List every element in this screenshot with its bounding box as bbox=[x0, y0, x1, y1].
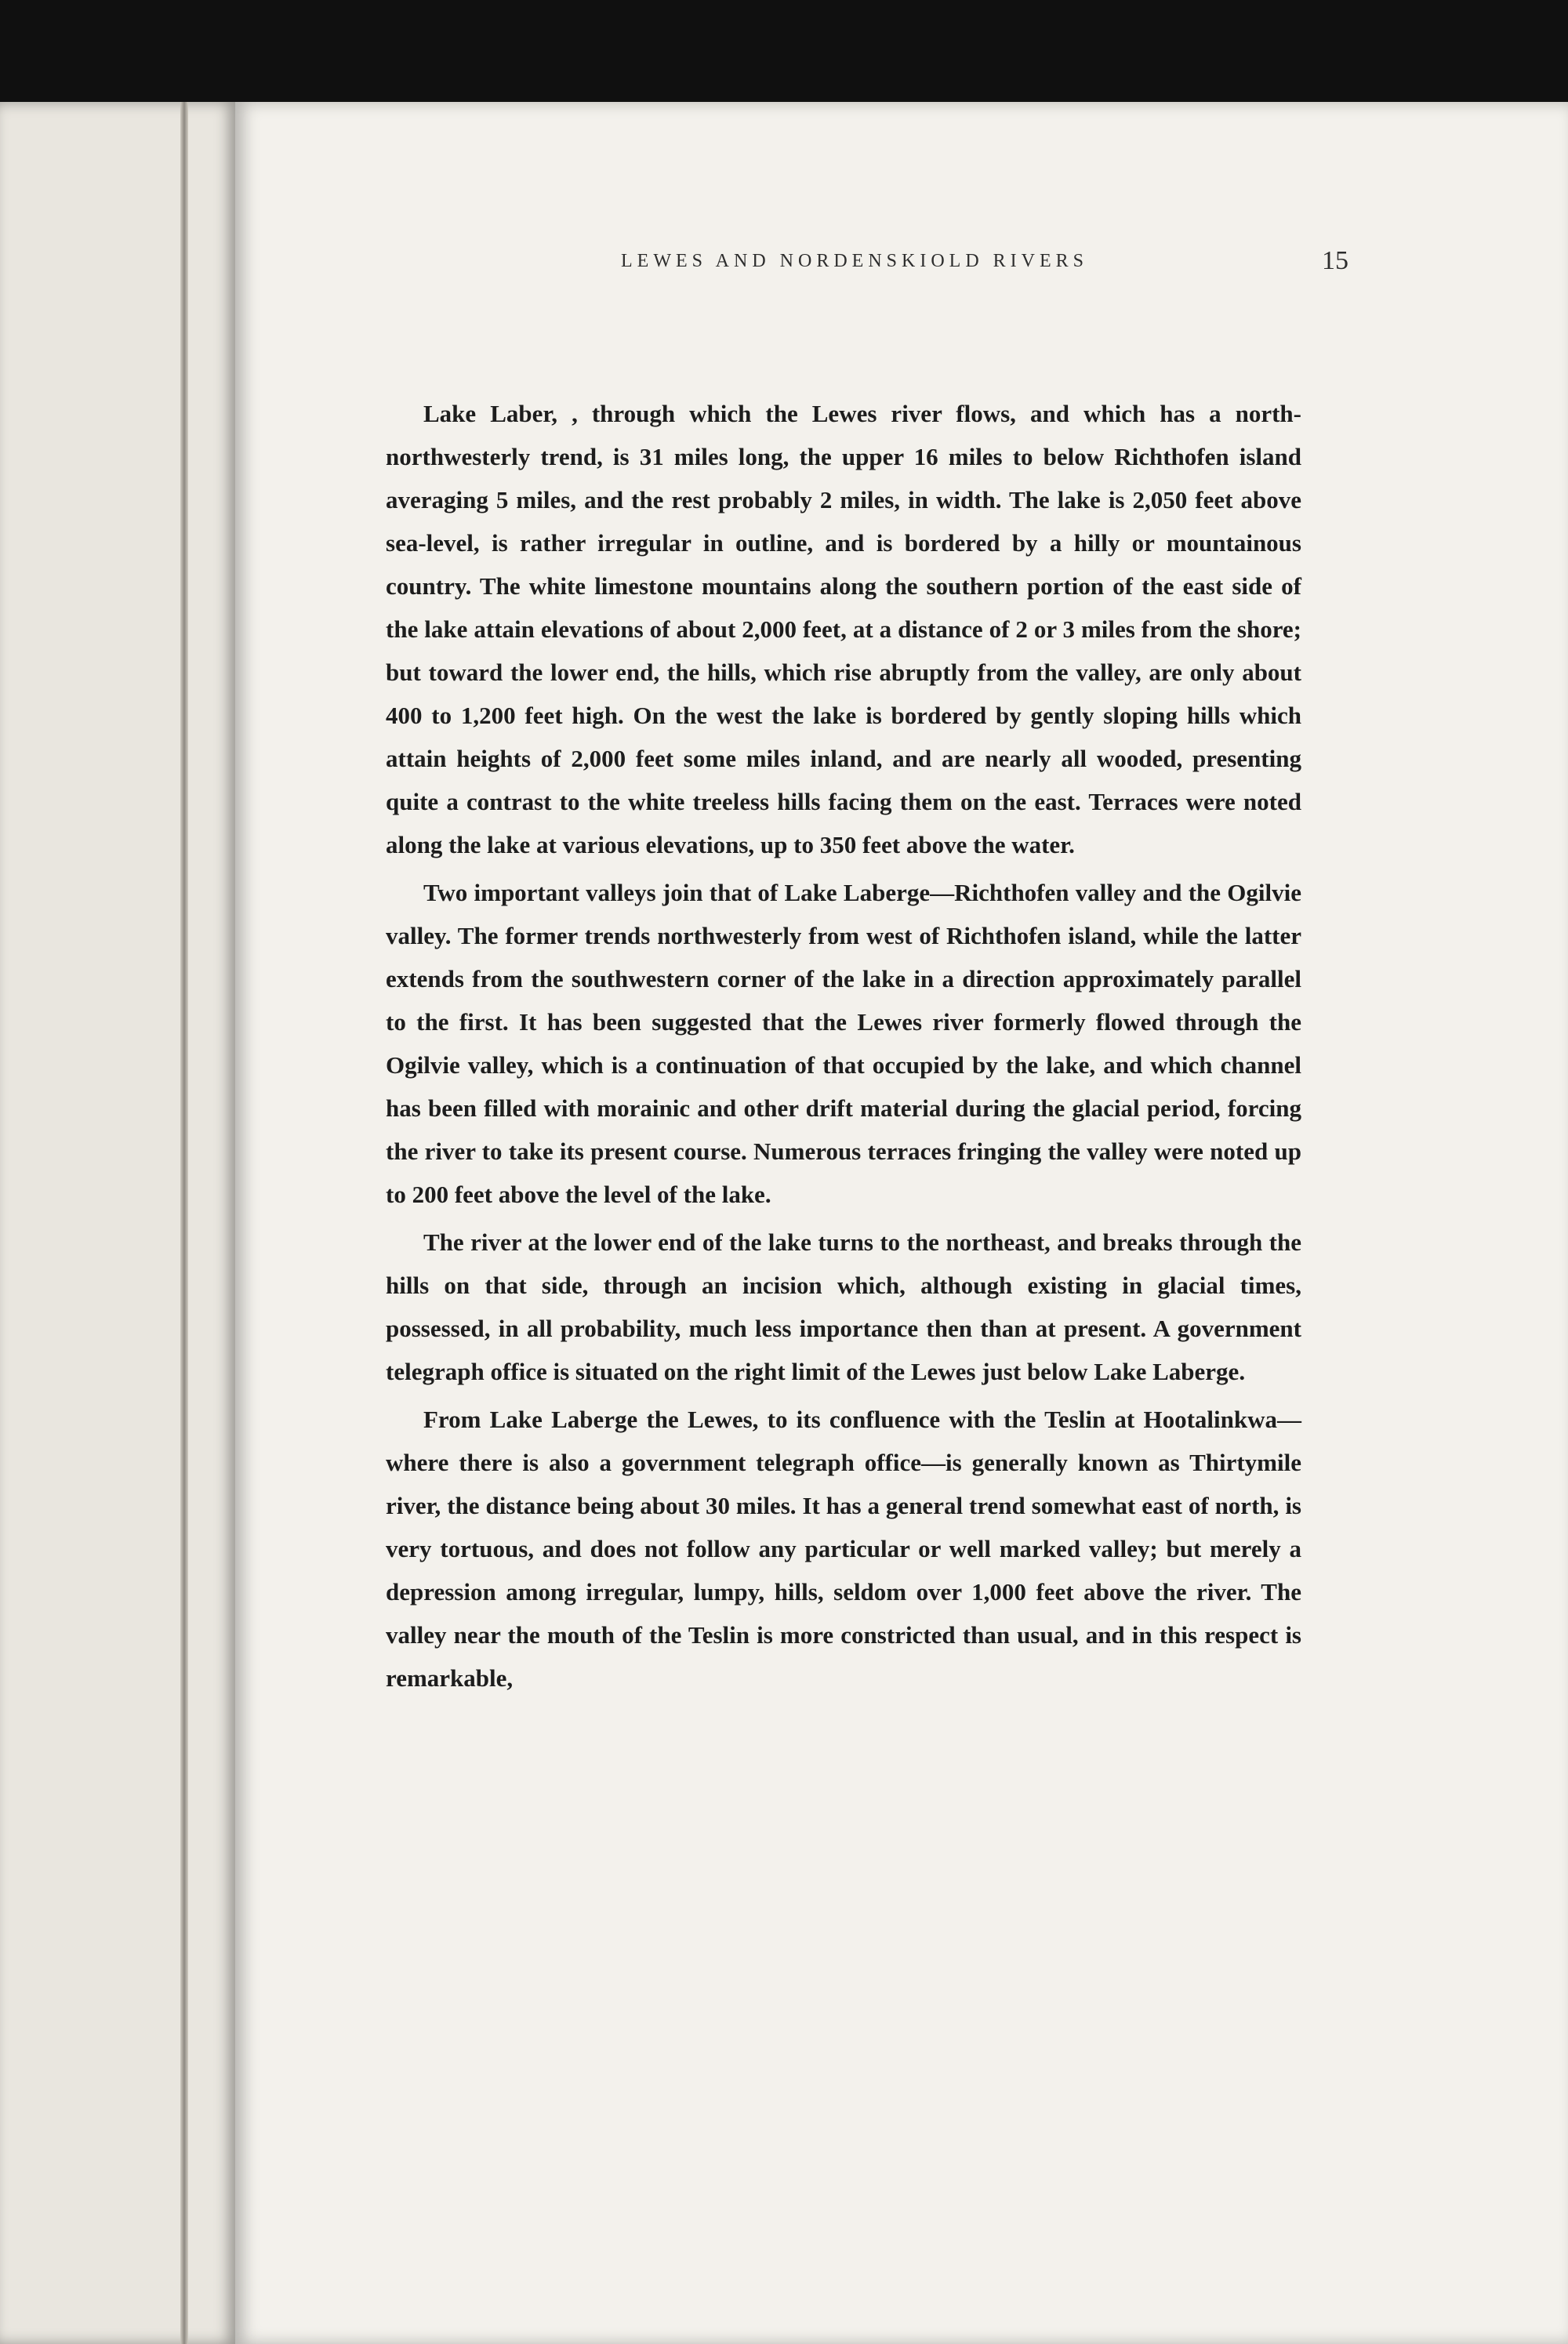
body-text bbox=[386, 392, 1301, 1704]
running-head bbox=[361, 246, 1348, 298]
facing-page-edge bbox=[0, 102, 235, 2344]
running-title: LEWES AND NORDENSKIOLD RIVERS bbox=[621, 251, 1088, 271]
page-gutter bbox=[180, 102, 188, 2344]
paragraph-thirtymile-river: From Lake Laberge the Lewes, to its confluence with the Teslin at Hootalinkwa—where there is also a government telegraph office—is generally known as Thirtymile river, the distance being about 30 miles. It has a general trend somewhat east of north, is very tortuous, and does not follow any particular or well marked valley; but merely a depression among irregular, lumpy, hills, seldom over 1,000 feet above the river. The valley near the mouth of the Teslin is more constricted than usual, and in this respect is remarkable, bbox=[386, 1406, 1301, 1692]
paragraph-lake-laberge: Lake Laber, , through which the Lewes river flows, and which has a north-northwesterly trend, is 31 miles long, the upper 16 miles to below Richthofen island averaging 5 miles, and the rest probably 2 miles, in width. The lake is 2,050 feet above sea-level, is rather irregular in outline, and is bordered by a hilly or mountainous country. The white limestone mountains along the southern portion of the east side of the lake attain elevations of about 2,000 feet, at a distance of 2 or 3 miles from the shore; but toward the lower end, the hills, which rise abruptly from the valley, are only about 400 to 1,200 feet high. On the west the lake is bordered by gently sloping hills which attain heights of 2,000 feet some miles inland, and are nearly all wooded, presenting quite a contrast to the white treeless hills facing them on the east. Terraces were noted along the lake at various elevations, up to 350 feet above the water. bbox=[386, 400, 1301, 858]
page-number: 15 bbox=[1322, 246, 1348, 275]
paragraph-valleys: Two important valleys join that of Lake Laberge—Richthofen valley and the Ogilvie valley. The former trends northwesterly from west of Richthofen island, while the latter extends from the southwestern corner of the lake in a direction approximately parallel to the first. It has been suggested that the Lewes river formerly flowed through the Ogilvie valley, which is a continuation of that occupied by the lake, and which channel has been filled with morainic and other drift material during the glacial period, forcing the river to take its present course. Numerous terraces fringing the valley were noted up to 200 feet above the level of the lake. bbox=[386, 879, 1301, 1208]
paragraph-river-lower-end: The river at the lower end of the lake turns to the northeast, and breaks through the hills on that side, through an incision which, although existing in glacial times, possessed, in all probability, much less importance then than at present. A government telegraph office is situated on the right limit of the Lewes just below Lake Laberge. bbox=[386, 1228, 1301, 1385]
